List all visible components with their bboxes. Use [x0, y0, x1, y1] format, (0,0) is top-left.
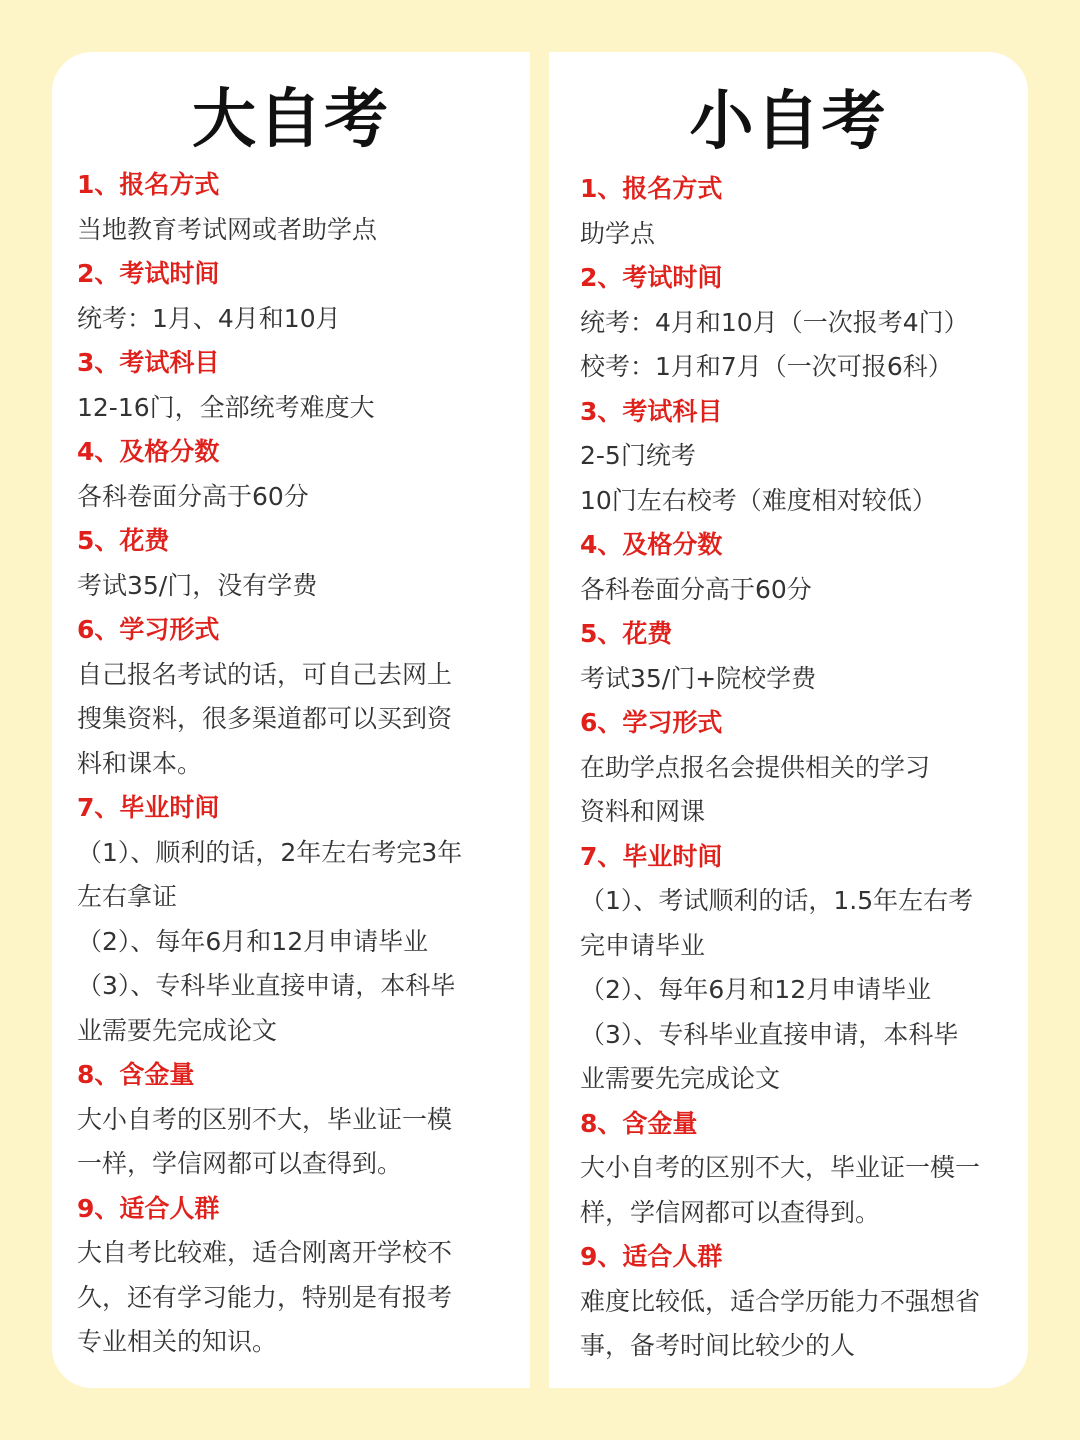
- section-text-line: （1）、考试顺利的话，1.5年左右考: [580, 886, 974, 915]
- section-heading: 1、报名方式: [580, 174, 723, 203]
- section-text-line: 搜集资料，很多渠道都可以买到资: [77, 704, 453, 733]
- left-card-title: 大自考: [192, 82, 390, 157]
- section-heading: 1、报名方式: [77, 170, 220, 199]
- section-text-line: 统考：4月和10月（一次报考4门）: [580, 307, 969, 337]
- right-card-title: 小自考: [689, 84, 888, 159]
- section-heading: 8、含金量: [77, 1060, 195, 1089]
- section-heading: 9、适合人群: [77, 1193, 220, 1223]
- section-text-line: 考试35/门+院校学费: [580, 663, 817, 693]
- section-text-line: 10门左右校考（难度相对较低）: [580, 485, 937, 515]
- section-text-line: 12-16门，全部统考难度大: [77, 392, 375, 422]
- section-text-line: （2）、每年6月和12月申请毕业: [580, 975, 932, 1004]
- section-heading: 3、考试科目: [580, 396, 723, 426]
- section-text-line: 久，还有学习能力，特别是有报考: [77, 1282, 453, 1312]
- section-text-line: 各科卷面分高于60分: [580, 574, 812, 604]
- section-text-line: 大自考比较难，适合刚离开学校不: [77, 1238, 453, 1267]
- section-text-line: 业需要先完成论文: [77, 1015, 278, 1045]
- section-heading: 2、考试时间: [580, 263, 723, 292]
- section-text-line: 2-5门统考: [580, 441, 696, 470]
- section-text-line: 左右拿证: [77, 882, 178, 911]
- section-text-line: （3）、专科毕业直接申请，本科毕: [77, 971, 456, 1000]
- section-text-line: 自己报名考试的话，可自己去网上: [77, 659, 453, 689]
- section-text-line: 在助学点报名会提供相关的学习: [580, 752, 931, 782]
- left-sections: [52, 163, 530, 1365]
- section-heading: 3、考试科目: [77, 348, 220, 377]
- section-heading: 6、学习形式: [580, 708, 723, 737]
- section-heading: 5、花费: [77, 526, 170, 555]
- section-text-line: 各科卷面分高于60分: [77, 481, 309, 511]
- section-text-line: 一样，学信网都可以查得到。: [77, 1149, 403, 1178]
- section-heading: 4、及格分数: [580, 530, 723, 559]
- section-text-line: 料和课本。: [77, 748, 203, 778]
- section-text-line: 考试35/门，没有学费: [77, 570, 318, 600]
- section-heading: 7、毕业时间: [580, 841, 723, 871]
- section-heading: 7、毕业时间: [77, 793, 220, 822]
- section-heading: 8、含金量: [580, 1108, 698, 1138]
- section-text-line: 事，备考时间比较少的人: [580, 1331, 856, 1360]
- section-text-line: 专业相关的知识。: [77, 1327, 278, 1356]
- section-text-line: 完申请毕业: [580, 930, 706, 960]
- section-text-line: （1）、顺利的话，2年左右考完3年: [77, 837, 463, 867]
- section-heading: 2、考试时间: [77, 259, 220, 288]
- section-text-line: 大小自考的区别不大，毕业证一模: [77, 1104, 453, 1134]
- right-card-xiao-zikao: [549, 52, 1028, 1388]
- section-text-line: 大小自考的区别不大，毕业证一模一: [580, 1153, 981, 1182]
- left-card-da-zikao: [52, 52, 530, 1388]
- section-text-line: 资料和网课: [580, 797, 706, 826]
- section-heading: 9、适合人群: [580, 1242, 723, 1271]
- section-text-line: 业需要先完成论文: [580, 1064, 781, 1093]
- section-text-line: 助学点: [580, 218, 656, 248]
- section-text-line: 难度比较低，适合学历能力不强想省: [580, 1286, 981, 1316]
- section-text-line: （2）、每年6月和12月申请毕业: [77, 926, 429, 956]
- right-sections: [549, 167, 1028, 1369]
- section-text-line: （3）、专科毕业直接申请，本科毕: [580, 1019, 959, 1049]
- section-text-line: 校考：1月和7月（一次可报6科）: [580, 352, 953, 381]
- section-text-line: 统考：1月、4月和10月: [77, 303, 341, 333]
- section-text-line: 样，学信网都可以查得到。: [580, 1197, 881, 1227]
- section-text-line: 当地教育考试网或者助学点: [77, 214, 378, 244]
- section-heading: 6、学习形式: [77, 615, 220, 644]
- section-heading: 4、及格分数: [77, 437, 220, 466]
- section-heading: 5、花费: [580, 619, 673, 648]
